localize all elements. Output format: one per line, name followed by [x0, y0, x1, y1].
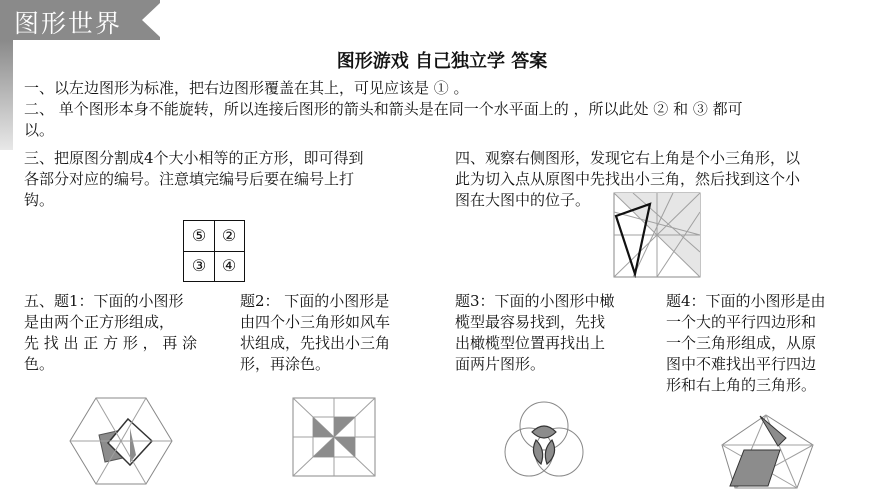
answer-5-1-line3: 先 找 出 正 方 形 ， 再 涂: [24, 334, 198, 352]
answer-4-line3: 图在大图中的位子。: [455, 191, 591, 209]
grid-cell: ④: [221, 256, 237, 275]
answer-5-1-line4: 色。: [24, 355, 55, 373]
answer-2-line2: 以。: [24, 121, 55, 139]
answer-5-4-line3: 一个三角形组成，从原: [666, 334, 817, 352]
grid-cell: ③: [191, 256, 207, 275]
answer-3-line3: 钩。: [24, 191, 55, 209]
answer-4-line1: 四、观察右侧图形，发现它右上角是个小三角形，以: [455, 149, 801, 167]
answer-5-3-line3: 出橄榄型位置再找出上: [455, 334, 606, 352]
answer-5-4-line5: 形和右上角的三角形。: [666, 376, 817, 394]
answer-1: 一、以左边图形为标准，把右边图形覆盖在其上，可见应该是 ① 。: [24, 79, 469, 97]
overlapping-circles-figure: [501, 398, 587, 484]
answer-5-4-line1: 题4：下面的小图形是由: [666, 292, 826, 310]
answer-5-4-line2: 一个大的平行四边形和: [666, 313, 817, 331]
answer-5-2-line2: 由四个小三角形如风车: [240, 313, 391, 331]
answer-5-1-line1: 五、题1：下面的小图形: [24, 292, 184, 310]
grid-divider: [184, 251, 244, 252]
answer-3-line1: 三、把原图分割成4个大小相等的正方形，即可得到: [24, 149, 364, 167]
answer-5-2-line4: 形，再涂色。: [240, 355, 331, 373]
answer-5-1-line2: 是由两个正方形组成，: [24, 313, 175, 331]
triangle-square-figure: [613, 192, 701, 278]
answer-5-3-line1: 题3：下面的小图形中橄: [455, 292, 615, 310]
number-grid: [183, 220, 245, 282]
answer-5-3-line2: 榄型最容易找到，先找: [455, 313, 606, 331]
answer-5-2-line1: 题2： 下面的小图形是: [240, 292, 390, 310]
pentagon-figure: [720, 412, 816, 490]
grid-cell: ⑤: [191, 226, 207, 245]
answer-5-2-line3: 状组成，先找出小三角: [240, 334, 391, 352]
answer-4-line2: 此为切入点从原图中先找出小三角，然后找到这个小: [455, 170, 801, 188]
answer-2-line1: 二、 单个图形本身不能旋转，所以连接后图形的箭头和箭头是在同一个水平面上的 ，所以此处 ② 和 ③ 都可: [24, 100, 743, 118]
grid-cell: ②: [221, 226, 237, 245]
pinwheel-square-figure: [292, 397, 376, 477]
answer-5-3-line4: 面两片图形。: [455, 355, 546, 373]
page-title: 图形游戏 自己独立学 答案: [336, 51, 548, 72]
section-tab-label: 图形世界: [14, 9, 123, 38]
answer-3-line2: 各部分对应的编号。注意填完编号后要在编号上打: [24, 170, 355, 188]
answer-5-4-line4: 图中不难找出平行四边: [666, 355, 817, 373]
hexagon-figure: [66, 395, 176, 487]
